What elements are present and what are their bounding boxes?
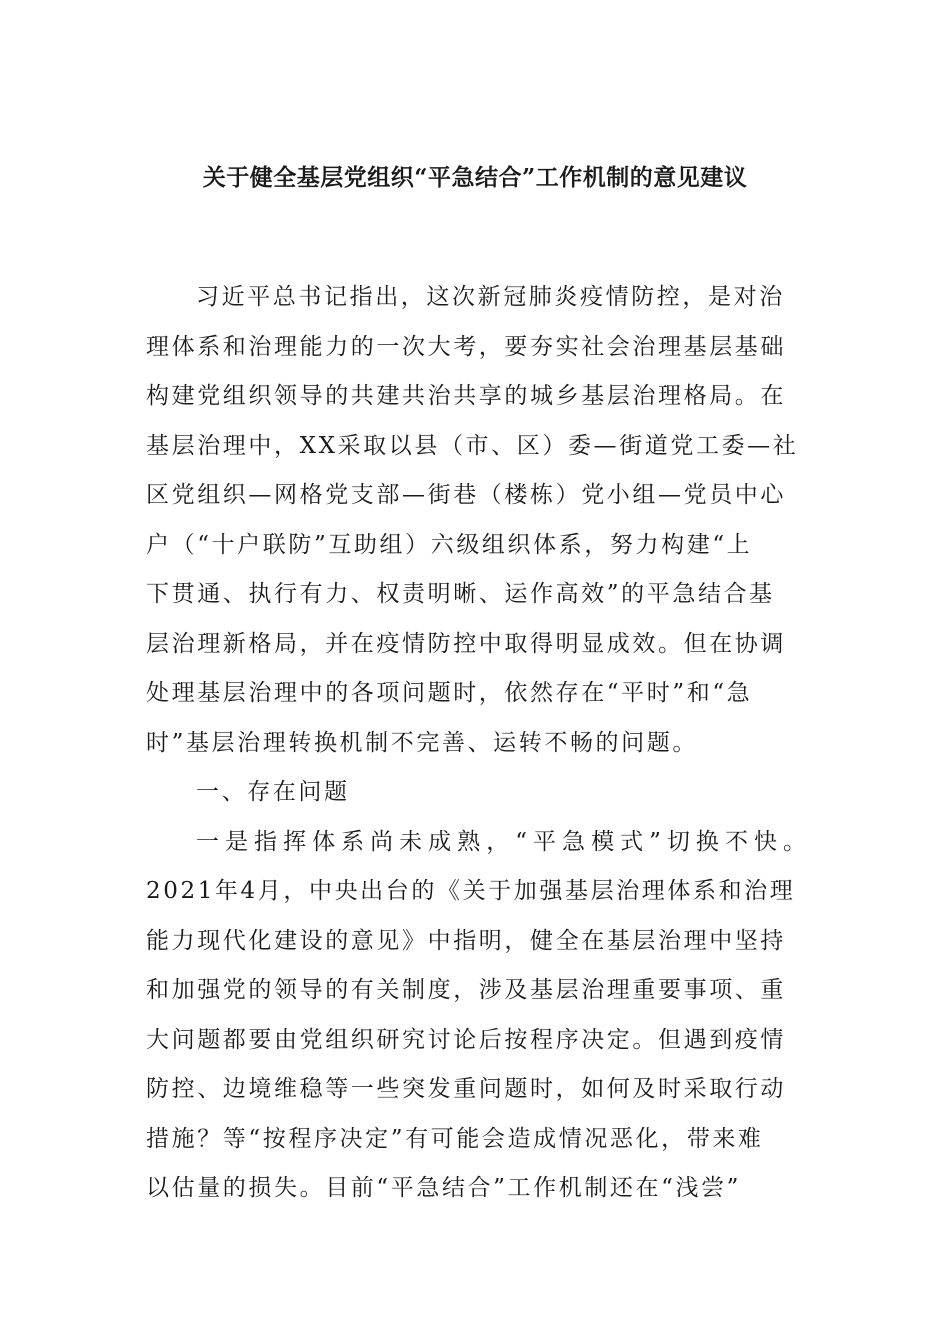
body-line: 时”基层治理转换机制不完善、运转不畅的问题。 bbox=[146, 730, 698, 756]
document-title: 关于健全基层党组织“平急结合”工作机制的意见建议 bbox=[202, 164, 748, 191]
body-line: 防控、边境维稳等一些突发重问题时，如何及时采取行动 bbox=[146, 1076, 786, 1102]
body-line: 层治理新格局，并在疫情防控中取得明显成效。但在协调 bbox=[146, 631, 786, 657]
body-line: 理体系和治理能力的一次大考，要夯实社会治理基层基础 bbox=[146, 334, 786, 360]
body-line: 习近平总书记指出，这次新冠肺炎疫情防控，是对治 bbox=[196, 284, 785, 310]
body-line: 能力现代化建设的意见》中指明，健全在基层治理中坚持 bbox=[146, 928, 786, 954]
body-line: 户（“十户联防”互助组）六级组织体系，努力构建“上 bbox=[146, 532, 753, 558]
section-heading: 一、存在问题 bbox=[196, 779, 350, 805]
body-line: 构建党组织领导的共建共治共享的城乡基层治理格局。在 bbox=[146, 383, 786, 409]
body-line: 区党组织—网格党支部—街巷（楼栋）党小组—党员中心 bbox=[146, 482, 786, 508]
body-line: 下贯通、执行有力、权责明晰、运作高效”的平急结合基 bbox=[146, 581, 775, 607]
body-line: 大问题都要由党组织研究讨论后按程序决定。但遇到疫情 bbox=[146, 1027, 786, 1053]
body-line: 和加强党的领导的有关制度，涉及基层治理重要事项、重 bbox=[146, 977, 786, 1003]
body-line: 以估量的损失。目前“平急结合”工作机制还在“浅尝” bbox=[146, 1175, 742, 1201]
body-line: 措施？等“按程序决定”有可能会造成情况恶化，带来难 bbox=[146, 1126, 764, 1152]
body-line: 2021年4月，中央出台的《关于加强基层治理体系和治理 bbox=[146, 878, 796, 904]
body-line: 处理基层治理中的各项问题时，依然存在“平时”和“急 bbox=[146, 680, 753, 706]
body-line: 基层治理中，XX采取以县（市、区）委—街道党工委—社 bbox=[146, 433, 799, 459]
body-line: 一是指挥体系尚未成熟，“平急模式”切换不快。 bbox=[196, 829, 806, 855]
